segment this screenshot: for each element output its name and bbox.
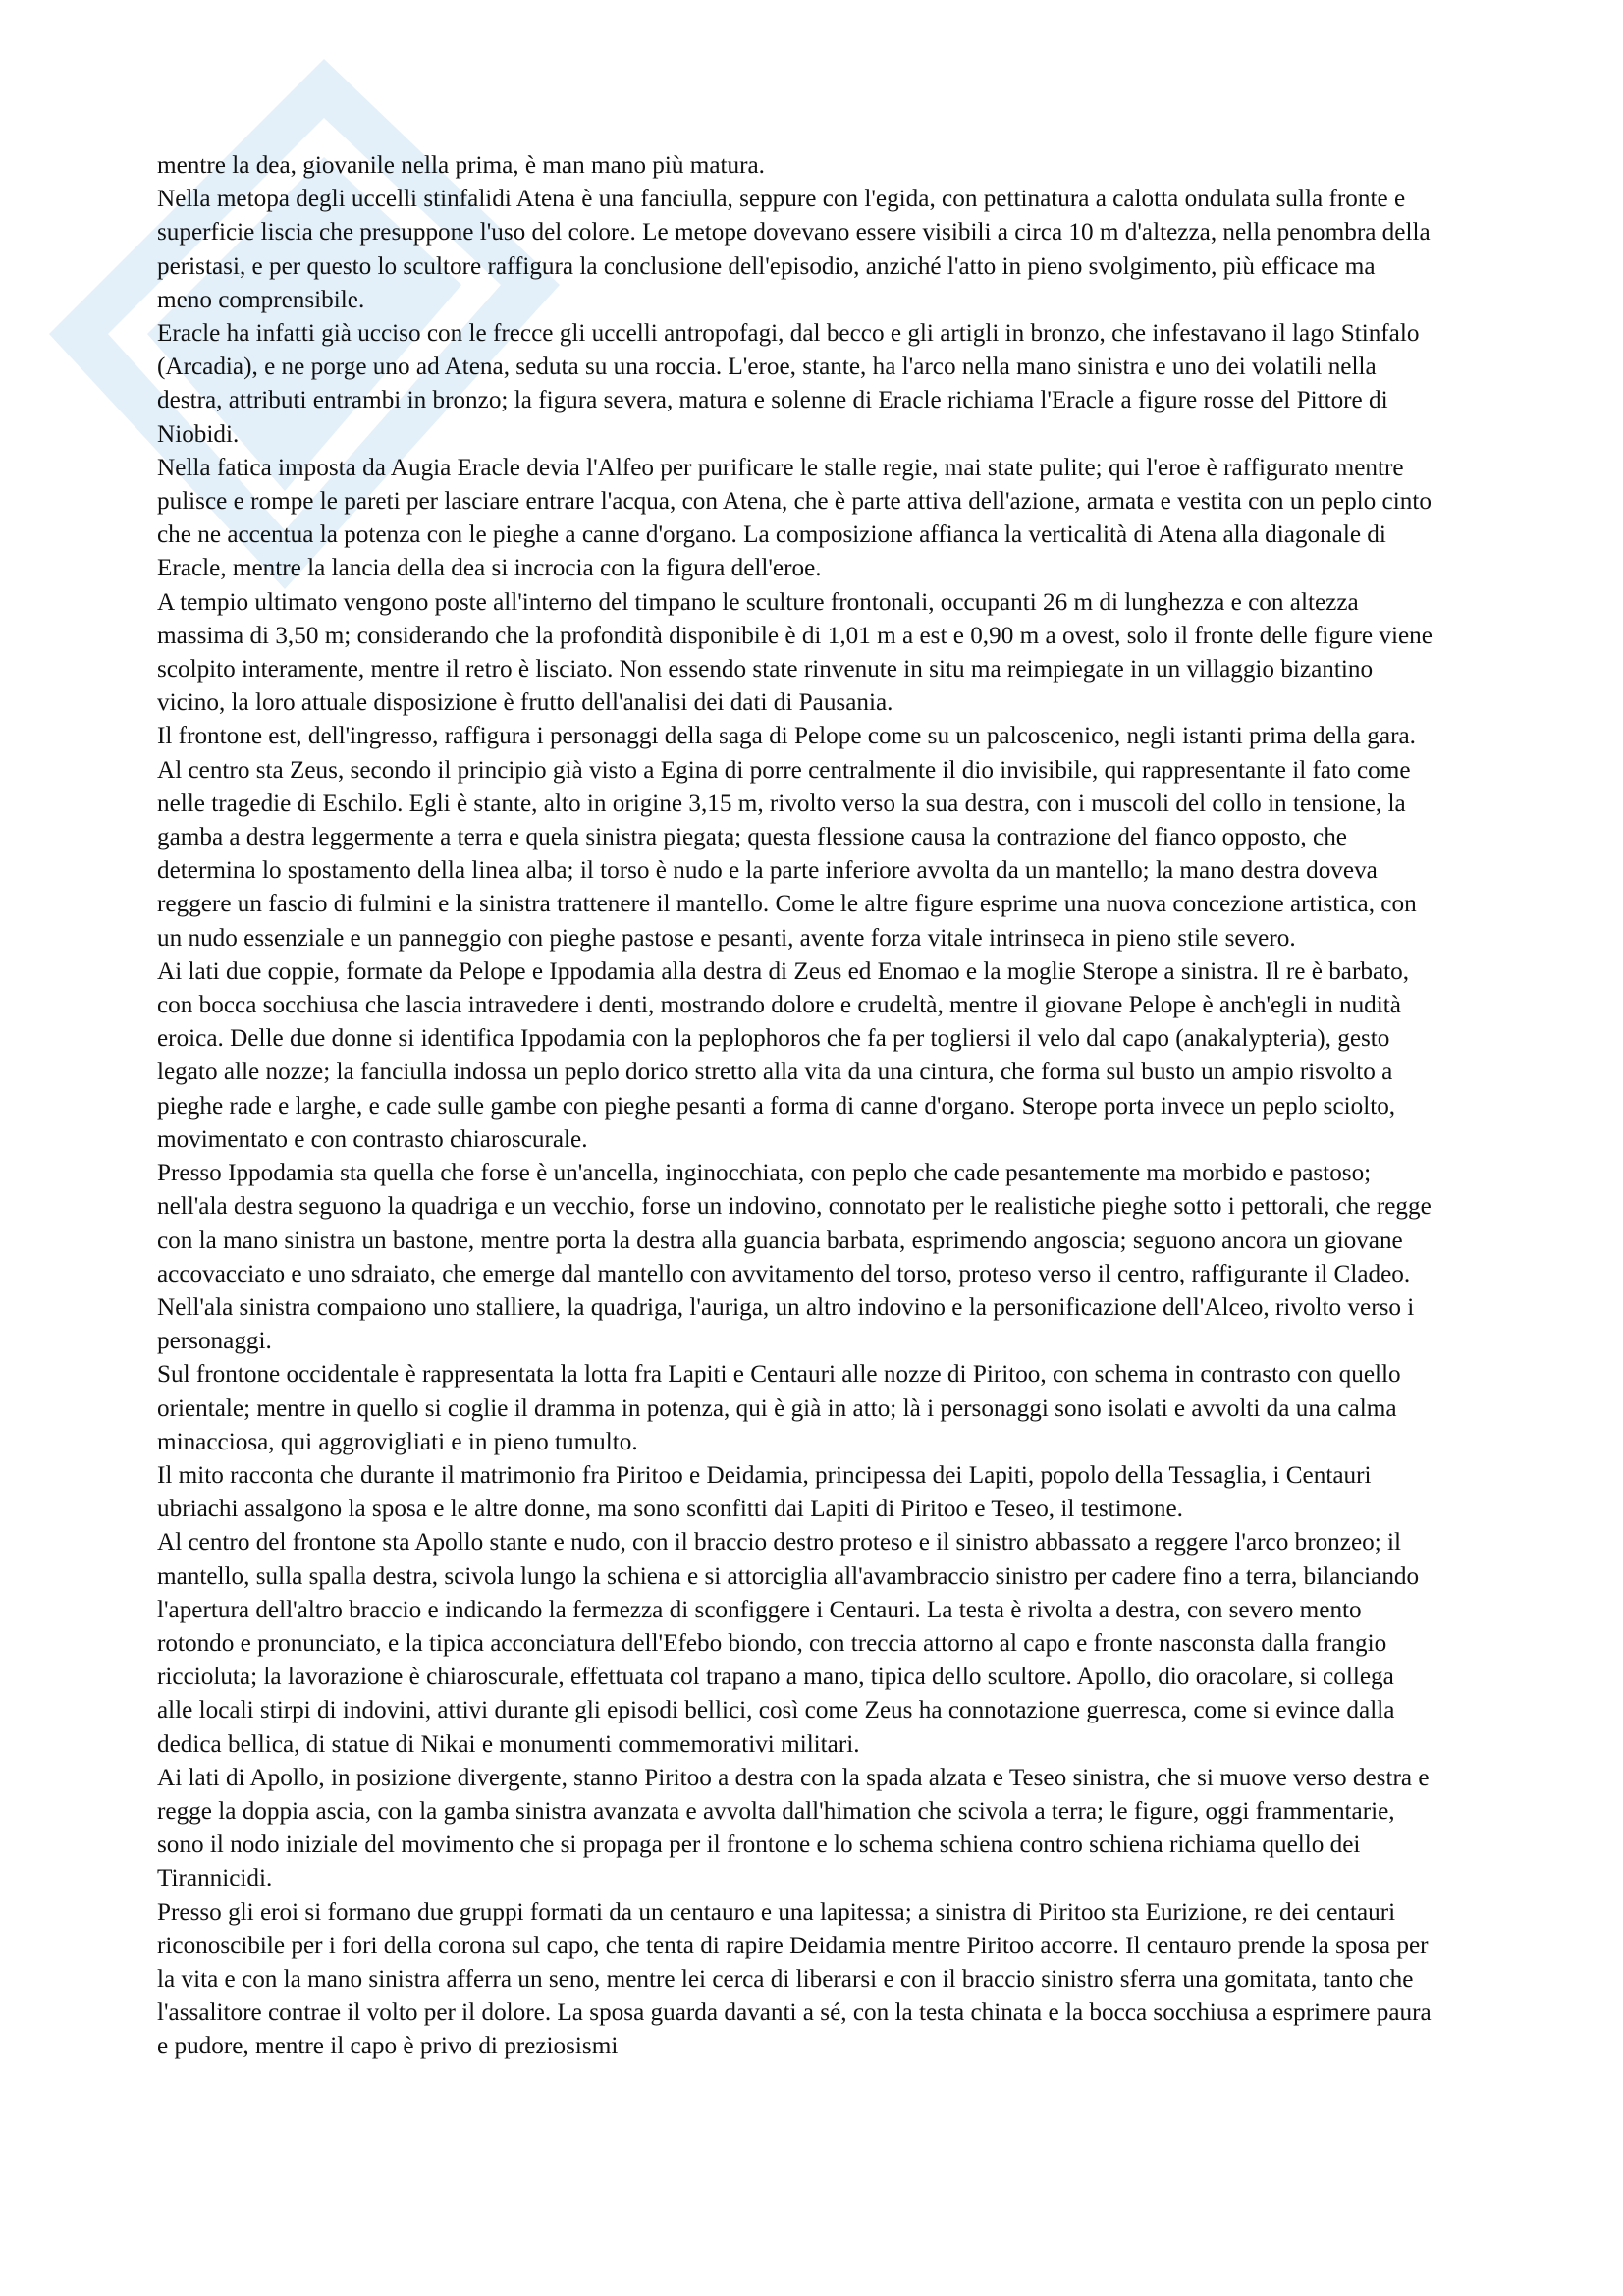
document-body — [157, 149, 1434, 2064]
paragraph: Presso gli eroi si formano due gruppi formati da un centauro e una lapitessa; a sinistra di Piritoo sta Eurizione, re dei centauri riconoscibile per i fori della corona sul capo, che tenta di rapire Deidamia mentre Piritoo accorre. Il centauro prende la sposa per la vita e con la mano sinistra afferra un seno, mentre lei cerca di liberarsi e con il braccio sinistro sferra una gomitata, tanto che l'assalitore contrae il volto per il dolore. La sposa guarda davanti a sé, con la testa chinata e la bocca socchiusa a esprimere paura e pudore, mentre il capo è privo di preziosismi — [157, 1898, 1432, 2060]
paragraph: Al centro del frontone sta Apollo stante e nudo, con il braccio destro proteso e il sinistro abbassato a reggere l'arco bronzeo; il mantello, sulla spalla destra, scivola lungo la schiena e si attorciglia all'avambraccio sinistro per cadere fino a terra, bilanciando l'apertura dell'altro braccio e indicando la fermezza di sconfiggere i Centauri. La testa è rivolta a destra, con severo mento rotondo e pronunciato, e la tipica acconciatura dell'Efebo biondo, con treccia attorno al capo e fronte nasconsta dalla frangio riccioluta; la lavorazione è chiaroscurale, effettuata col trapano a mano, tipica dello scultore. Apollo, dio oracolare, si collega alle locali stirpi di indovini, attivi durante gli episodi bellici, così come Zeus ha connotazione guerresca, come si evince dalla dedica bellica, di statue di Nikai e monumenti commemorativi militari. — [157, 1529, 1420, 1758]
paragraph: Ai lati due coppie, formate da Pelope e Ippodamia alla destra di Zeus ed Enomao e la moglie Sterope a sinistra. Il re è barbato, con bocca socchiusa che lascia intravedere i denti, mostrando dolore e crudeltà, mentre il giovane Pelope è anch'egli in nudità eroica. Delle due donne si identifica Ippodamia con la peplophoros che fa per togliersi il velo dal capo (anakalypteria), gesto legato alle nozze; la fanciulla indossa un peplo dorico stretto alla vita da una cintura, che forma sul busto un ampio risvolto a pieghe rade e larghe, e cade sulle gambe con pieghe pesanti a forma di canne d'organo. Sterope porta invece un peplo sciolto, movimentato e con contrasto chiaroscurale. — [157, 957, 1410, 1153]
paragraph: Il mito racconta che durante il matrimonio fra Piritoo e Deidamia, principessa dei Lapiti, popolo della Tessaglia, i Centauri ubriachi assalgono la sposa e le altre donne, ma sono sconfitti dai Lapiti di Piritoo e Teseo, il testimone. — [157, 1461, 1372, 1523]
paragraph: Eracle ha infatti già ucciso con le frecce gli uccelli antropofagi, dal becco e gli artigli in bronzo, che infestavano il lago Stinfalo (Arcadia), e ne porge uno ad Atena, seduta su una roccia. L'eroe, stante, ha l'arco nella mano sinistra e uno dei volatili nella destra, attributi entrambi in bronzo; la figura severa, matura e solenne di Eracle richiama l'Eracle a figure rosse del Pittore di Niobidi. — [157, 320, 1420, 448]
paragraph: Ai lati di Apollo, in posizione divergente, stanno Piritoo a destra con la spada alzata e Teseo sinistra, che si muove verso destra e regge la doppia ascia, con la gamba sinistra avanzata e avvolta dall'himation che scivola a terra; le figure, oggi frammentarie, sono il nodo iniziale del movimento che si propaga per il frontone e lo schema schiena contro schiena richiama quello dei Tirannicidi. — [157, 1764, 1430, 1892]
paragraph: A tempio ultimato vengono poste all'interno del timpano le sculture frontonali, occupanti 26 m di lunghezza e con altezza massima di 3,50 m; considerando che la profondità disponibile è di 1,01 m a est e 0,90 m a ovest, solo il fronte delle figure viene scolpito interamente, mentre il retro è lisciato. Non essendo state rinvenute in situ ma reimpiegate in un villaggio bizantino vicino, la loro attuale disposizione è frutto dell'analisi dei dati di Pausania. — [157, 588, 1433, 717]
paragraph: Nella fatica imposta da Augia Eracle devia l'Alfeo per purificare le stalle regie, mai state pulite; qui l'eroe è raffigurato mentre pulisce e rompe le pareti per lasciare entrare l'acqua, con Atena, che è parte attiva dell'azione, armata e vestita con un peplo cinto che ne accentua la potenza con le pieghe a canne d'organo. La composizione affianca la verticalità di Atena alla diagonale di Eracle, mentre la lancia della dea si incrocia con la figura dell'eroe. — [157, 454, 1432, 582]
paragraph: Sul frontone occidentale è rappresentata la lotta fra Lapiti e Centauri alle nozze di Piritoo, con schema in contrasto con quello orientale; mentre in quello si coglie il dramma in potenza, qui è già in atto; là i personaggi sono isolati e avvolti da una calma minacciosa, qui aggrovigliati e in pieno tumulto. — [157, 1361, 1401, 1455]
paragraph: Nella metopa degli uccelli stinfalidi Atena è una fanciulla, seppure con l'egida, con pettinatura a calotta ondulata sulla fronte e superficie liscia che presuppone l'uso del colore. Le metope dovevano essere visibili a circa 10 m d'altezza, nella penombra della peristasi, e per questo lo scultore raffigura la conclusione dell'episodio, anziché l'atto in pieno svolgimento, più efficace ma meno comprensibile. — [157, 186, 1431, 313]
paragraph: Presso Ippodamia sta quella che forse è un'ancella, inginocchiata, con peplo che cade pesantemente ma morbido e pastoso; nell'ala destra seguono la quadriga e un vecchio, forse un indovino, connotato per le realistiche pieghe sotto i pettorali, che regge con la mano sinistra un bastone, mentre porta la destra alla guancia barbata, esprimendo angoscia; seguono ancora un giovane accovacciato e uno sdraiato, che emerge dal mantello con avvitamento del torso, proteso verso il centro, raffigurante il Cladeo. Nell'ala sinistra compaiono uno stalliere, la quadriga, l'auriga, un altro indovino e la personificazione dell'Alceo, rivolto verso i personaggi. — [157, 1160, 1432, 1355]
paragraph: Il frontone est, dell'ingresso, raffigura i personaggi della saga di Pelope come su un palcoscenico, negli istanti prima della gara. Al centro sta Zeus, secondo il principio già visto a Egina di porre centralmente il dio invisibile, qui rappresentante il fato come nelle tragedie di Eschilo. Egli è stante, alto in origine 3,15 m, rivolto verso la sua destra, con i muscoli del collo in tensione, la gamba a destra leggermente a terra e quela sinistra piegata; questa flessione causa la contrazione del fianco opposto, che determina lo spostamento della linea alba; il torso è nudo e la parte inferiore avvolta da un mantello; la mano destra doveva reggere un fascio di fulmini e la sinistra trattenere il mantello. Come le altre figure esprime una nuova concezione artistica, con un nudo essenziale e un panneggio con pieghe pastose e pesanti, avente forza vitale intrinseca in pieno stile severo. — [157, 723, 1417, 952]
paragraph: mentre la dea, giovanile nella prima, è man mano più matura. — [157, 152, 765, 179]
